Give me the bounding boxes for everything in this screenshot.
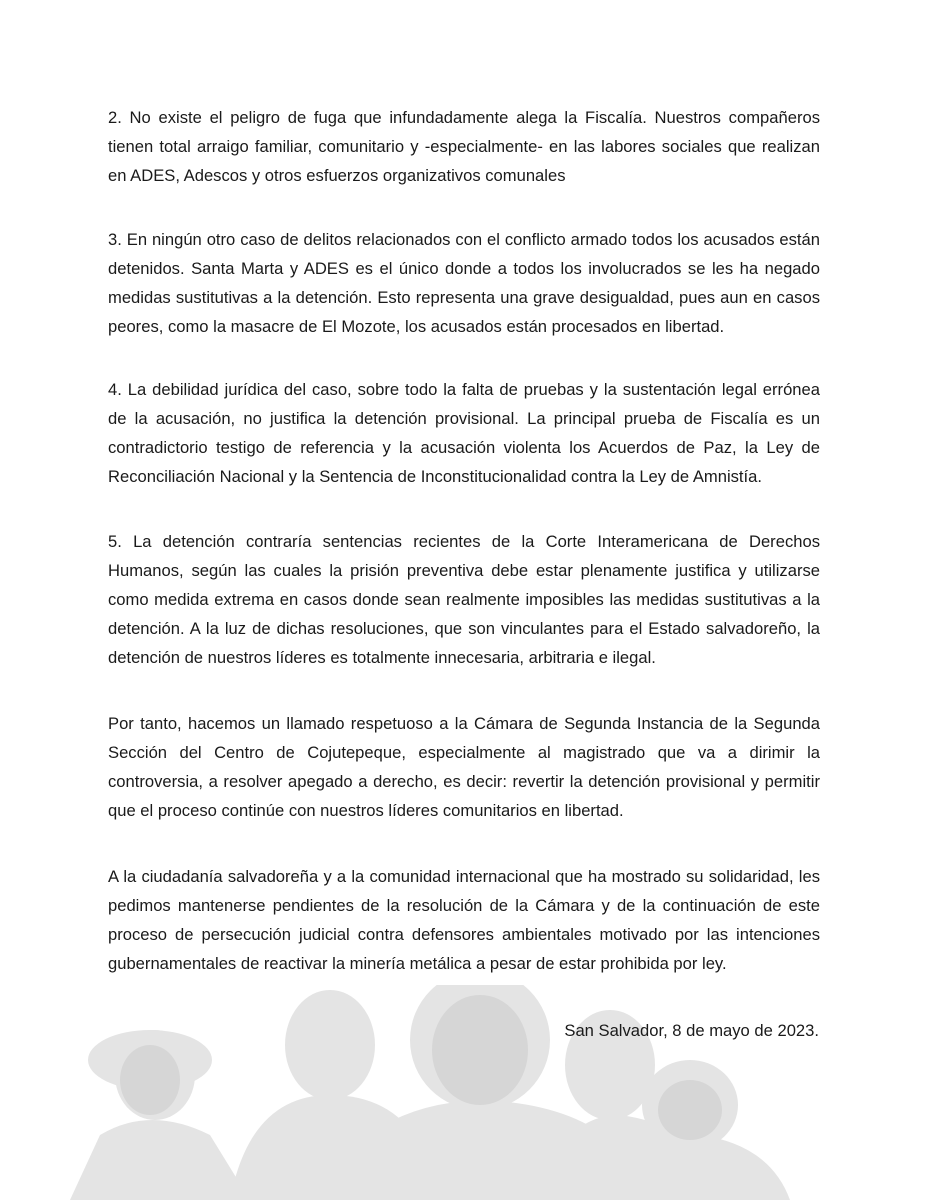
paragraph-2: 2. No existe el peligro de fuga que infundadamente alega la Fiscalía. Nuestros compañeros tienen total arraigo familiar, comunitario y -especialmente- en las labores sociales que realizan en ADES, Adescos y otros esfuerzos organizativos comunales (108, 108, 820, 185)
paragraph-4: 4. La debilidad jurídica del caso, sobre todo la falta de pruebas y la sustentación legal errónea de la acusación, no justifica la detención provisional. La principal prueba de Fiscalía es un contradictorio testigo de referencia y la acusación violenta los Acuerdos de Paz, la Ley de Reconciliación Nacional y la Sentencia de Inconstitucionalidad contra la Ley de Amnistía. (108, 380, 820, 486)
paragraph-5: 5. La detención contraría sentencias recientes de la Corte Interamericana de Derechos Humanos, según las cuales la prisión preventiva debe estar plenamente justifica y utilizarse como medida extrema en casos donde sean realmente imposibles las medidas sustitutivas a la detención. A la luz de dichas resoluciones, que son vinculantes para el Estado salvadoreño, la detención de nuestros líderes es totalmente innecesaria, arbitraria e ilegal. (108, 532, 820, 667)
signature-place-date: San Salvador, 8 de mayo de 2023. (564, 1021, 819, 1040)
paragraph-por-tanto: Por tanto, hacemos un llamado respetuoso a la Cámara de Segunda Instancia de la Segunda Sección del Centro de Cojutepeque, especialmente al magistrado que va a dirimir la controversia, a resolver apegado a derecho, es decir: revertir la detención provisional y permitir que el proceso continúe con nuestros líderes comunitarios en libertad. (108, 714, 820, 820)
paragraph-ciudadania: A la ciudadanía salvadoreña y a la comunidad internacional que ha mostrado su solidaridad, les pedimos mantenerse pendientes de la resolución de la Cámara y de la continuación de este proceso de persecución judicial contra defensores ambientales motivado por las intenciones gubernamentales de reactivar la minería metálica a pesar de estar prohibida por ley. (108, 867, 820, 973)
paragraph-3: 3. En ningún otro caso de delitos relacionados con el conflicto armado todos los acusados están detenidos. Santa Marta y ADES es el único donde a todos los involucrados se les ha negado medidas sustitutivas a la detención. Esto representa una grave desigualdad, pues aun en casos peores, como la masacre de El Mozote, los acusados están procesados en libertad. (108, 230, 820, 336)
